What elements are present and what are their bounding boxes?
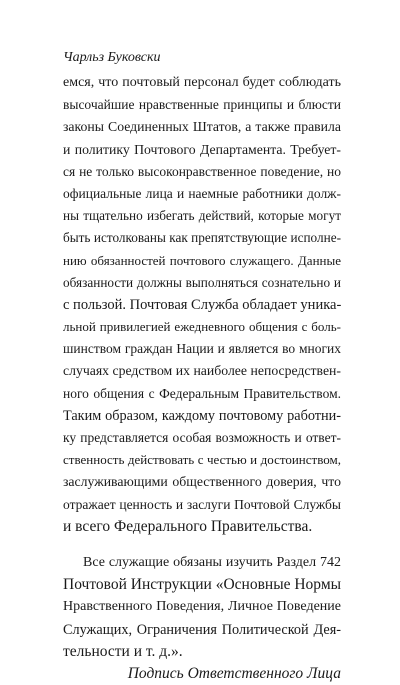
text-line: Нравственного Поведения, Личное Поведение <box>63 599 341 615</box>
text-line: нию обязанностей почтового служащего. Данные <box>63 252 341 268</box>
text-line: обязанности должны выполняться сознательно и <box>63 274 341 290</box>
text-line: ны тщательно избегать действий, которые могут <box>63 208 341 224</box>
text-line: быть истолкованы как препятствующие исполне- <box>63 230 341 246</box>
text-line: высочайшие нравственные принципы и блюсти <box>63 97 341 113</box>
text-line: с пользой. Почтовая Служба обладает уника- <box>63 296 342 313</box>
text-line: ственность действовать с честью и достоинством, <box>63 452 341 468</box>
text-line: случаях средством их наиболее непосредствен- <box>63 363 341 379</box>
text-line: законы Соединенных Штатов, а также правила <box>63 119 341 135</box>
paragraph-2 <box>63 552 341 663</box>
paragraph-1 <box>63 72 341 538</box>
text-line: официальные лица и наемные работники долж- <box>63 185 341 201</box>
text-line: ку представляется особая возможность и ответ- <box>63 430 341 445</box>
signature-line: Подпись Ответственного Лица <box>127 664 341 682</box>
text-line: Служащих, Ограничения Политической Дея- <box>63 621 341 638</box>
text-line: Все служащие обязаны изучить Раздел 742 <box>83 554 341 570</box>
text-line: Почтовой Инструкции «Основные Нормы <box>63 576 342 594</box>
text-line: ся не только высоконравственное поведение, но <box>63 163 341 179</box>
text-line: Таким образом, каждому почтовому работни- <box>63 407 341 424</box>
text-line: и всего Федерального Правительства. <box>63 517 313 535</box>
body-text <box>63 72 341 685</box>
text-line: ного общения с Федеральным Правительством. <box>63 385 341 401</box>
text-line: и политику Почтового Департамента. Требует- <box>63 141 341 157</box>
text-line: заслуживающими общественного доверия, что <box>63 474 341 490</box>
running-head-author: Чарльз Буковски <box>63 50 161 65</box>
text-line: льной привилегией ежедневного общения с боль- <box>63 319 341 335</box>
text-line: отражает ценность и заслуги Почтовой Службы <box>63 496 341 512</box>
text-line: тельности и т. д.». <box>63 642 183 660</box>
text-line: емся, что почтовый персонал будет соблюдать <box>63 75 341 90</box>
text-line: шинством граждан Нации и является во многих <box>63 341 341 357</box>
paragraph-gap <box>63 538 341 552</box>
